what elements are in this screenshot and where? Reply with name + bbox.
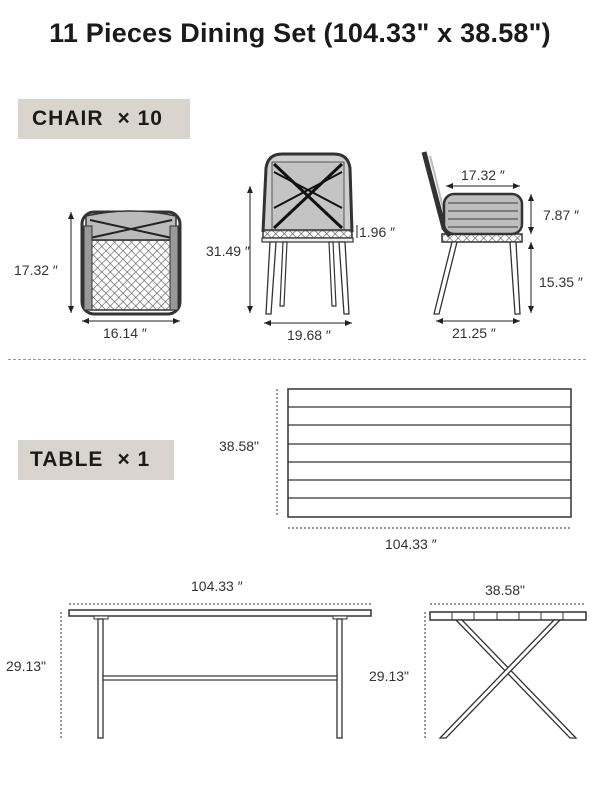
table-count: × 1 <box>117 448 151 471</box>
chair-label: CHAIR <box>32 107 104 130</box>
chair-side-depth-label: 21.25 ″ <box>452 325 496 341</box>
chair-front-width-label: 19.68 ″ <box>287 327 331 343</box>
chair-top-view <box>82 211 180 314</box>
table-front-view <box>69 610 371 738</box>
chair-seat-thickness-label: 1.96 ″ <box>359 224 396 240</box>
chair-side-seat-depth-label: 17.32 ″ <box>461 167 505 183</box>
chair-top-width-label: 16.14 ″ <box>103 325 147 341</box>
chair-top-depth-label: 17.32 ″ <box>14 262 58 278</box>
table-label: TABLE <box>30 448 104 471</box>
table-side-height-label: 29.13" <box>369 668 410 684</box>
table-top-length-label: 104.33 ″ <box>385 536 437 552</box>
chair-side-back-height-label: 7.87 ″ <box>543 207 580 223</box>
table-front-height-label: 29.13" <box>6 658 47 674</box>
chair-count: × 10 <box>117 107 163 130</box>
chair-front-height-label: 31.49 ″ <box>206 243 250 259</box>
table-side-view <box>430 612 586 738</box>
chair-front-view <box>262 154 353 314</box>
table-front-length-label: 104.33 ″ <box>191 578 243 594</box>
table-top-depth-label: 38.58" <box>219 438 260 454</box>
page-title: 11 Pieces Dining Set (104.33" x 38.58") <box>49 18 551 48</box>
chair-side-seat-height-label: 15.35 ″ <box>539 274 583 290</box>
table-side-depth-label: 38.58" <box>485 582 526 598</box>
table-top-view <box>288 389 571 517</box>
